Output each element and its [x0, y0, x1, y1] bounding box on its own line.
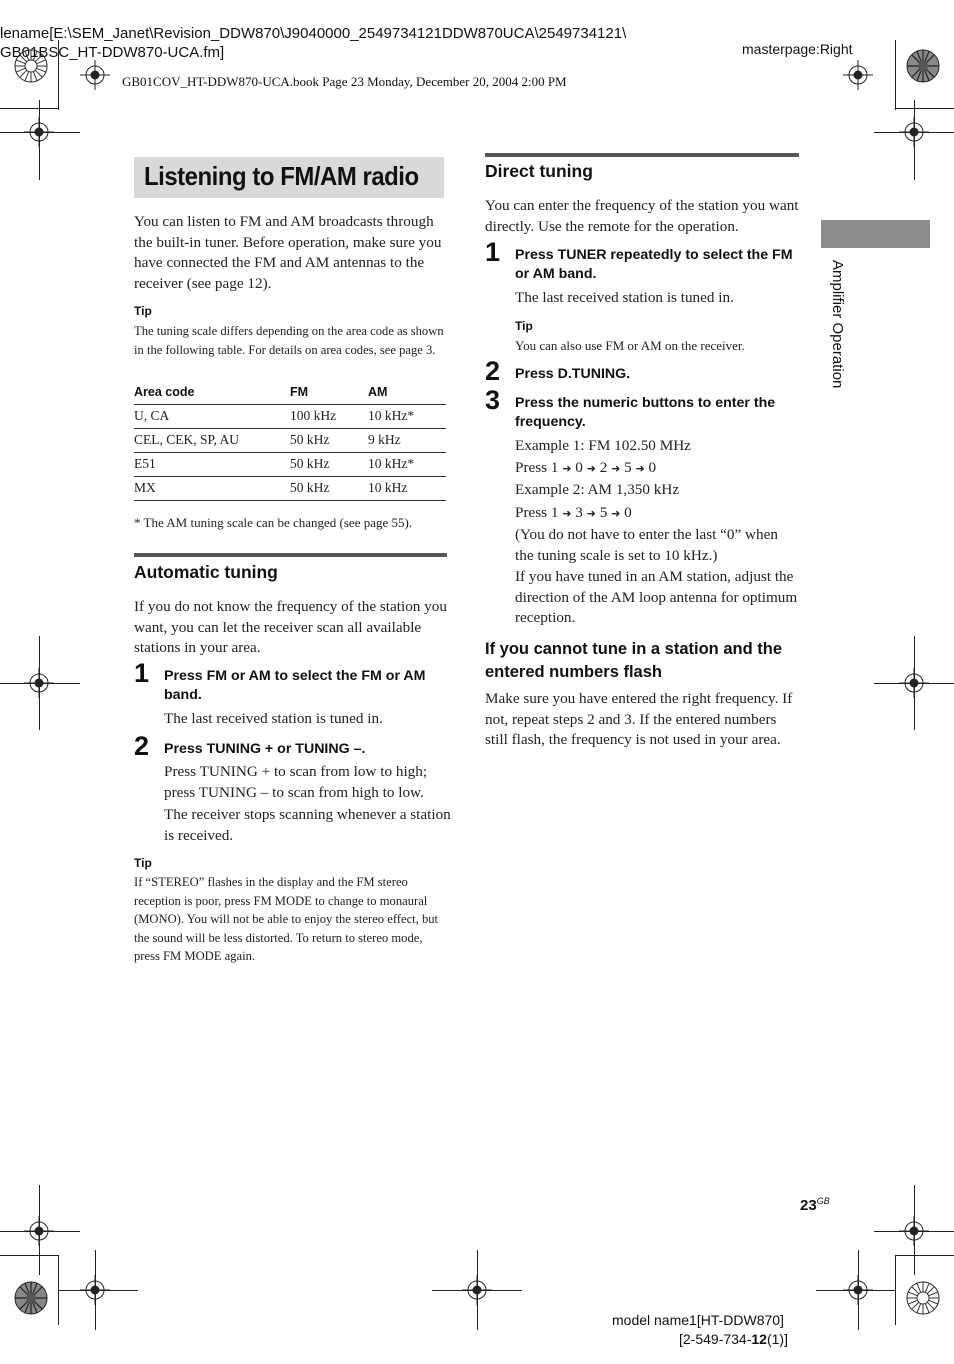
- automatic-tuning-heading: Automatic tuning: [134, 562, 278, 582]
- crop-line: [0, 132, 80, 133]
- step-instruction: Press TUNER repeatedly to select the FM or AM band.: [515, 247, 793, 282]
- intro-paragraph: You can listen to FM and AM broadcasts through the built-in tuner. Before operation, make sure you have connected the FM and AM antennas to the receiver (see page 12).: [134, 213, 442, 292]
- table-cell: E51: [134, 453, 290, 477]
- crop-line: [39, 100, 40, 180]
- crop-line: [914, 100, 915, 180]
- tip-text: The tuning scale differs depending on the area code as shown in the following table. For details on area codes, see page 3.: [134, 324, 444, 357]
- step-detail: The receiver stops scanning whenever a station is received.: [164, 806, 451, 844]
- crop-line: [477, 1250, 478, 1330]
- press-sequence: [515, 458, 656, 480]
- tip-label: Tip: [134, 304, 152, 318]
- page-number-value: 23: [800, 1197, 817, 1214]
- direct-tuning-heading: Direct tuning: [485, 161, 593, 181]
- crop-line: [858, 1250, 859, 1330]
- crop-line: [914, 636, 915, 730]
- table-row: [134, 405, 446, 429]
- table-cell: 50 kHz: [290, 477, 368, 501]
- digit: 5: [599, 504, 608, 521]
- example-line: Example 1: FM 102.50 MHz: [515, 437, 691, 454]
- digit: 0: [624, 504, 632, 521]
- table-cell: 50 kHz: [290, 429, 368, 453]
- crop-line: [0, 683, 80, 684]
- crop-line: [95, 1250, 96, 1330]
- section-rule: [134, 553, 447, 557]
- arrow-right-icon: ➜: [586, 507, 596, 520]
- step-number: 3: [485, 385, 501, 415]
- step-instruction: Press D.TUNING.: [515, 366, 631, 382]
- table-cell: 10 kHz*: [368, 405, 446, 429]
- table-cell: U, CA: [134, 405, 290, 429]
- step-instruction: Press the numeric buttons to enter the frequency.: [515, 395, 776, 430]
- page-title: Listening to FM/AM radio: [144, 161, 419, 191]
- table-cell: 10 kHz: [368, 477, 446, 501]
- model-code-prefix: [2-549-734-: [679, 1331, 752, 1347]
- digit: 3: [575, 504, 583, 521]
- step-number: 1: [134, 658, 150, 688]
- model-code-suffix: (1)]: [766, 1331, 788, 1347]
- step-detail: The last received station is tuned in.: [164, 710, 383, 727]
- table-header-row: [134, 382, 446, 405]
- step-detail: The last received station is tuned in.: [515, 289, 734, 306]
- tip-text: If “STEREO” flashes in the display and the FM stereo reception is poor, press FM MODE to change to monaural (MONO). You will not be able to enjoy the stereo effect, but the sound will be less distorted. To return to stereo mode, press FM MODE again.: [134, 875, 439, 963]
- crop-line: [895, 40, 896, 110]
- table-cell: CEL, CEK, SP, AU: [134, 429, 290, 453]
- model-code-bold: 12: [751, 1331, 767, 1347]
- digit: 5: [624, 459, 632, 476]
- file-path-line2: GB01BSC_HT-DDW870-UCA.fm]: [0, 44, 225, 61]
- tip-text: You can also use FM or AM on the receiver.: [515, 338, 745, 353]
- step-number: 2: [134, 731, 150, 761]
- example-line: Example 2: AM 1,350 kHz: [515, 481, 680, 498]
- step-detail: Press TUNING + to scan from low to high; press TUNING – to scan from high to low.: [164, 763, 428, 801]
- crop-line: [0, 108, 58, 109]
- registration-wheel-icon: [906, 49, 940, 83]
- page-number: [800, 1196, 830, 1214]
- step-instruction: Press FM or AM to select the FM or AM band.: [164, 668, 426, 703]
- digit: 0: [575, 459, 583, 476]
- table-footnote: * The AM tuning scale can be changed (see page 55).: [134, 515, 413, 530]
- book-info: GB01COV_HT-DDW870-UCA.book Page 23 Monday, December 20, 2004 2:00 PM: [122, 74, 567, 89]
- table-cell: MX: [134, 477, 290, 501]
- column-header: AM: [368, 382, 446, 405]
- crop-line: [895, 1255, 954, 1256]
- chapter-tab: [821, 220, 930, 248]
- page-number-suffix: GB: [816, 1196, 830, 1206]
- cannot-tune-heading: If you cannot tune in a station and the entered numbers flash: [485, 640, 783, 681]
- chapter-label: Amplifier Operation: [829, 260, 846, 389]
- crosshair-icon: [899, 1216, 929, 1246]
- crop-line: [816, 1290, 896, 1291]
- press-label: Press: [515, 504, 548, 521]
- arrow-right-icon: ➜: [562, 462, 572, 475]
- digit: 1: [550, 504, 559, 521]
- crop-line: [39, 636, 40, 730]
- table-cell: 9 kHz: [368, 429, 446, 453]
- direct-tuning-intro: You can enter the frequency of the station you want directly. Use the remote for the operation.: [485, 197, 799, 235]
- press-sequence: [515, 503, 632, 525]
- crop-line: [58, 1290, 138, 1291]
- table-row: [134, 477, 446, 501]
- arrow-right-icon: ➜: [611, 507, 621, 520]
- table-row: [134, 429, 446, 453]
- digit: 1: [550, 459, 559, 476]
- arrow-right-icon: ➜: [586, 462, 596, 475]
- registration-wheel-icon: [906, 1281, 940, 1315]
- tip-label: Tip: [515, 319, 533, 333]
- table-cell: 50 kHz: [290, 453, 368, 477]
- step-number: 2: [485, 356, 501, 386]
- crop-line: [0, 1255, 58, 1256]
- crosshair-icon: [24, 1216, 54, 1246]
- area-code-table: [134, 382, 446, 501]
- model-code: [679, 1331, 788, 1347]
- section-title-box: [134, 157, 444, 198]
- crosshair-icon: [843, 60, 873, 90]
- press-label: Press: [515, 459, 548, 476]
- table-cell: 10 kHz*: [368, 453, 446, 477]
- column-header: Area code: [134, 382, 290, 405]
- masterpage-label: masterpage:Right: [742, 41, 853, 57]
- crop-line: [895, 108, 954, 109]
- note-paragraph: If you have tuned in an AM station, adjust the direction of the AM loop antenna for optimum reception.: [515, 568, 798, 626]
- table-row: [134, 453, 446, 477]
- registration-wheel-icon: [14, 1281, 48, 1315]
- digit: 0: [648, 459, 657, 476]
- cannot-tune-text: Make sure you have entered the right frequency. If not, repeat steps 2 and 3. If the entered numbers still flash, the frequency is not used in your area.: [485, 690, 793, 748]
- automatic-tuning-intro: If you do not know the frequency of the station you want, you can let the receiver scan all available stations in your area.: [134, 598, 447, 656]
- column-header: FM: [290, 382, 368, 405]
- digit: 2: [599, 459, 608, 476]
- arrow-right-icon: ➜: [611, 462, 621, 475]
- model-name: model name1[HT-DDW870]: [612, 1312, 784, 1328]
- note-paragraph: (You do not have to enter the last “0” when the tuning scale is set to 10 kHz.): [515, 526, 778, 564]
- step-number: 1: [485, 237, 501, 267]
- file-path-line1: lename[E:\SEM_Janet\Revision_DDW870\J9040000_2549734121DDW870UCA\2549734121\: [0, 25, 627, 42]
- tip-label: Tip: [134, 856, 152, 870]
- table-cell: 100 kHz: [290, 405, 368, 429]
- arrow-right-icon: ➜: [635, 462, 645, 475]
- step-instruction: Press TUNING + or TUNING –.: [164, 741, 366, 757]
- section-rule: [485, 153, 799, 157]
- crosshair-icon: [80, 60, 110, 90]
- arrow-right-icon: ➜: [562, 507, 572, 520]
